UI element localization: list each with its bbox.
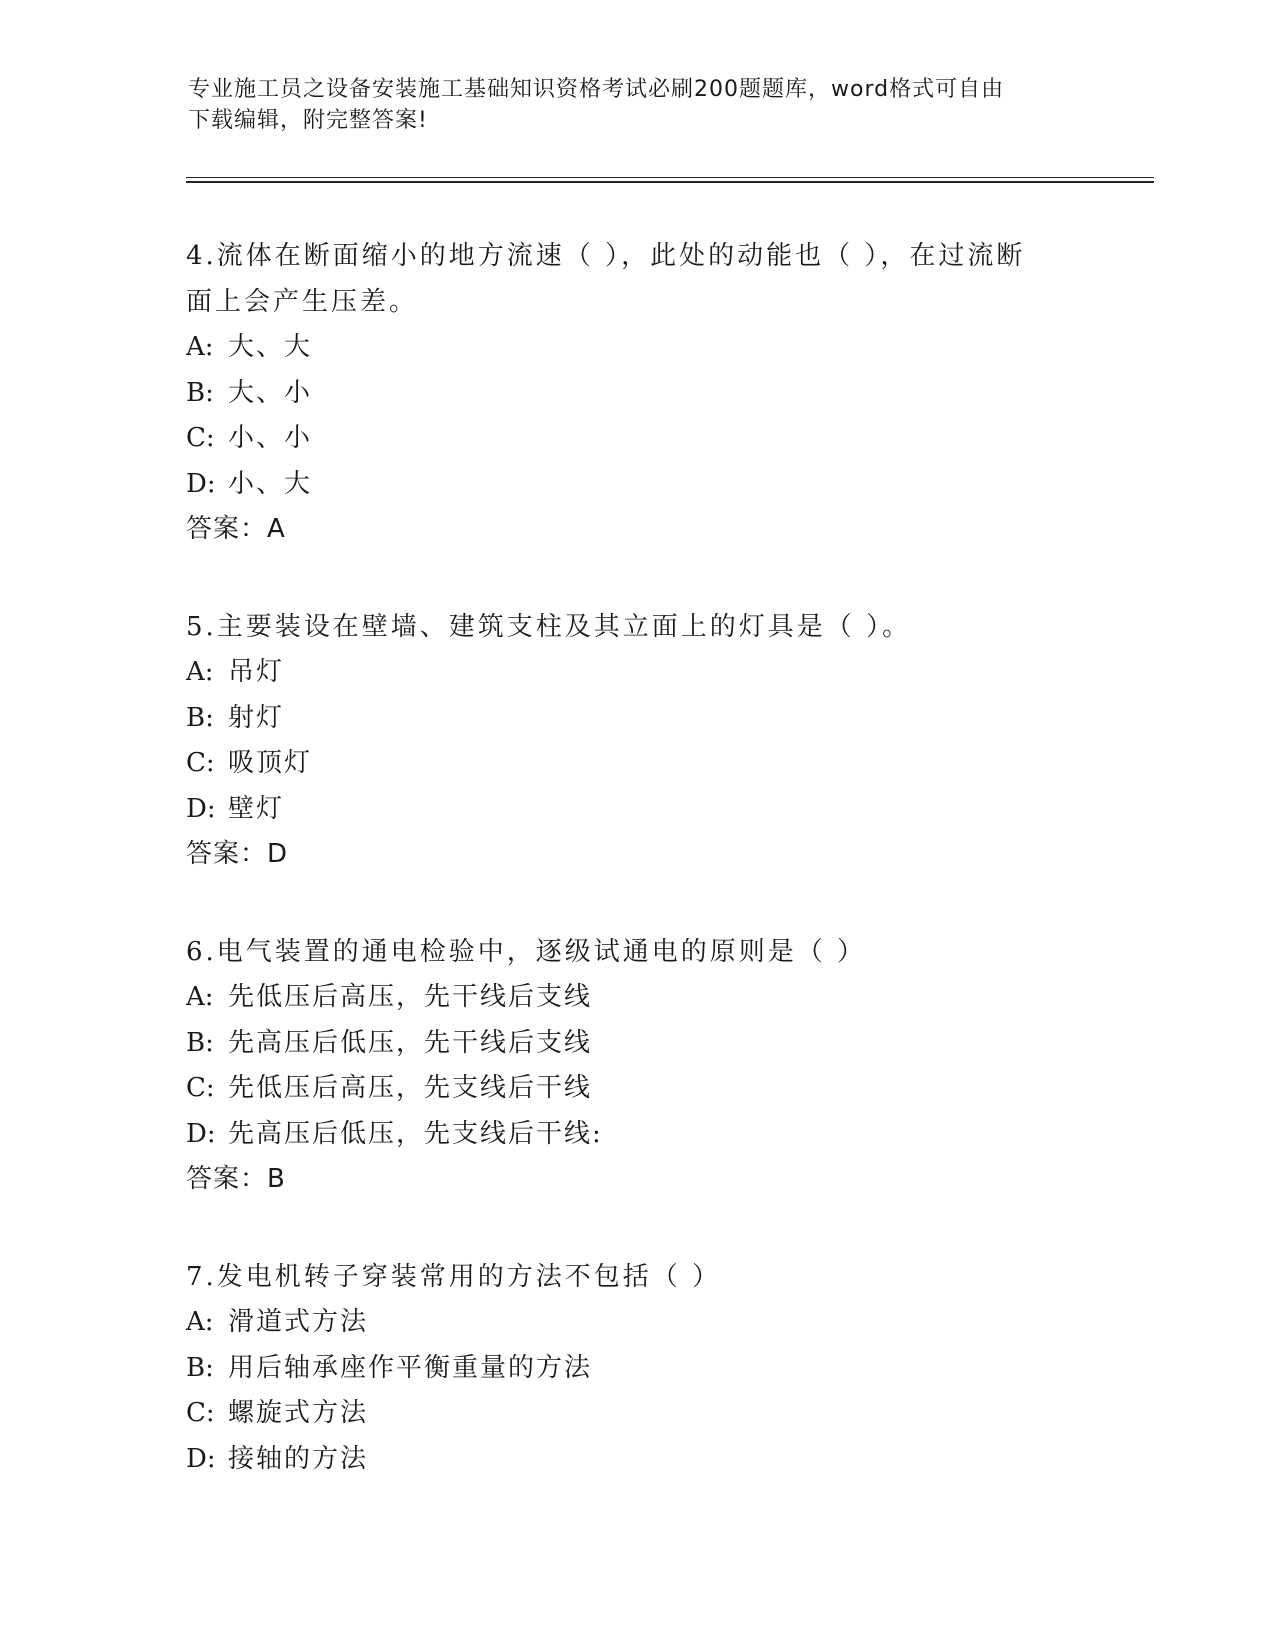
question-stem: 4.流体在断面缩小的地方流速（ ），此处的动能也（ ），在过流断: [186, 241, 1026, 271]
option-text: 滑道式方法: [228, 1307, 369, 1337]
option-c: [186, 1066, 1086, 1112]
option-text: 壁灯: [228, 793, 285, 824]
question-6: [186, 930, 1086, 1203]
option-text: 射灯: [228, 702, 285, 733]
header-rule-thick: [186, 181, 1154, 183]
option-c: [186, 741, 1086, 787]
answer-line: 答案：B: [186, 1164, 286, 1194]
option-letter: D:: [186, 468, 216, 499]
option-letter: B:: [186, 702, 214, 733]
question-stem-continued: 面上会产生压差。: [186, 286, 419, 317]
option-a: [186, 325, 1086, 371]
option-letter: D:: [186, 1443, 216, 1474]
answer-line: 答案：A: [186, 514, 286, 544]
option-text: 吸顶灯: [228, 748, 313, 778]
option-a: [186, 650, 1086, 696]
option-letter: D:: [186, 1118, 216, 1149]
option-letter: C:: [186, 1398, 215, 1428]
option-text: 小、小: [228, 423, 313, 453]
question-5: [186, 605, 1086, 878]
option-d: [186, 1437, 1086, 1483]
option-letter: A:: [186, 1307, 214, 1337]
option-letter: C:: [186, 1073, 215, 1103]
answer-line: 答案：D: [186, 839, 289, 869]
option-b: [186, 696, 1086, 742]
question-stem: 5.主要装设在壁墙、建筑支柱及其立面上的灯具是（ ）。: [186, 611, 912, 642]
question-list: [186, 234, 1086, 1534]
option-d: [186, 787, 1086, 833]
option-text: 先高压后低压，先支线后干线:: [228, 1118, 603, 1149]
option-letter: D:: [186, 793, 216, 824]
option-text: 螺旋式方法: [228, 1398, 369, 1428]
option-letter: B:: [186, 1027, 214, 1058]
document-header: [188, 74, 1088, 136]
option-text: 小、大: [228, 468, 313, 499]
option-text: 先低压后高压，先干线后支线: [228, 982, 593, 1012]
option-b: [186, 371, 1086, 417]
option-letter: B:: [186, 1352, 214, 1383]
option-a: [186, 1300, 1086, 1346]
question-7: [186, 1255, 1086, 1483]
header-line-1: 专业施工员之设备安装施工基础知识资格考试必刷200题题库，word格式可自由: [188, 77, 1005, 102]
option-d: [186, 462, 1086, 508]
option-letter: B:: [186, 377, 214, 408]
option-letter: A:: [186, 657, 214, 687]
option-letter: C:: [186, 423, 215, 453]
header-line-2: 下载编辑，附完整答案!: [188, 108, 428, 133]
option-a: [186, 975, 1086, 1021]
option-letter: A:: [186, 332, 214, 362]
option-text: 接轴的方法: [228, 1443, 369, 1474]
header-rule-thin: [186, 177, 1154, 178]
option-text: 吊灯: [228, 657, 285, 687]
option-b: [186, 1346, 1086, 1392]
option-letter: C:: [186, 748, 215, 778]
question-stem: 6.电气装置的通电检验中，逐级试通电的原则是（ ）: [186, 936, 867, 967]
option-c: [186, 1391, 1086, 1437]
option-text: 大、小: [228, 377, 313, 408]
option-letter: A:: [186, 982, 214, 1012]
option-text: 大、大: [228, 332, 313, 362]
option-text: 用后轴承座作平衡重量的方法: [228, 1352, 593, 1383]
question-stem: 7.发电机转子穿装常用的方法不包括（ ）: [186, 1261, 722, 1292]
option-text: 先高压后低压，先干线后支线: [228, 1027, 593, 1058]
option-d: [186, 1112, 1086, 1158]
question-4: [186, 234, 1086, 553]
option-text: 先低压后高压，先支线后干线: [228, 1073, 593, 1103]
option-c: [186, 416, 1086, 462]
option-b: [186, 1021, 1086, 1067]
